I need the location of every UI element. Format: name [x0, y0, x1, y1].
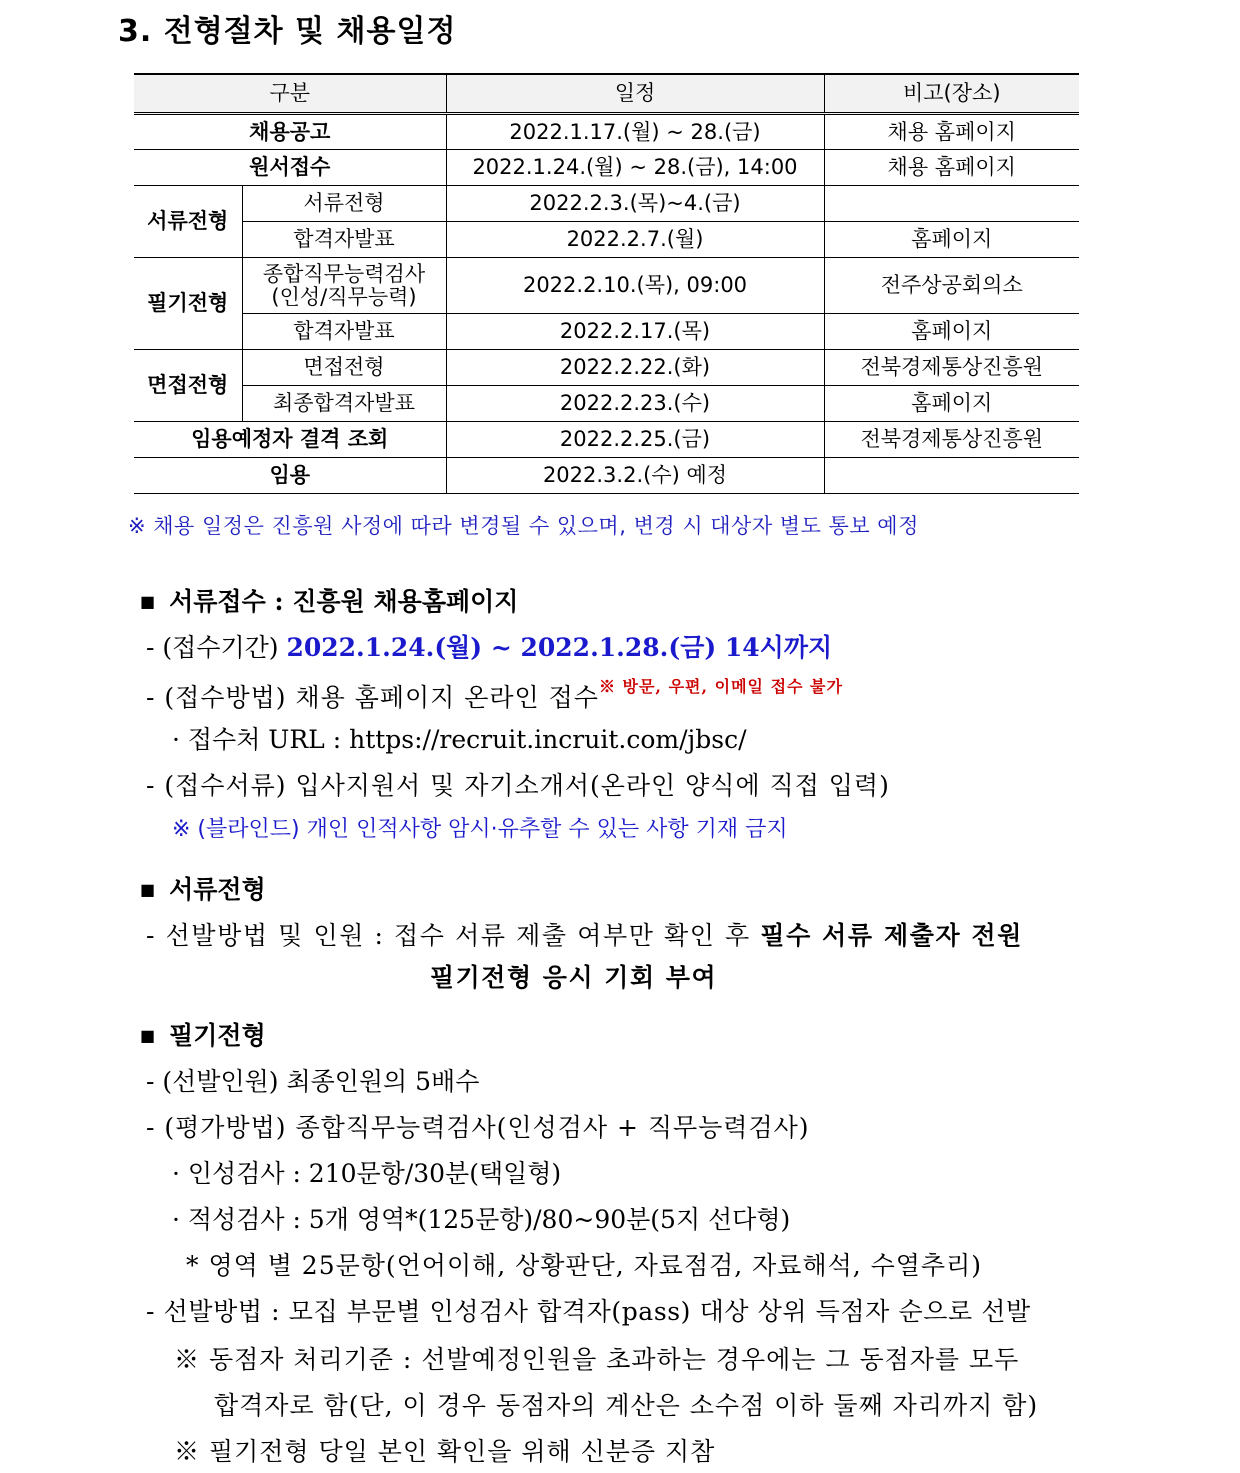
row-sublabel	[242, 258, 446, 314]
doc-line: - (평가방법) 종합직무능력검사(인성검사 + 직무능력검사)	[146, 1113, 810, 1142]
header-note: 비고(장소)	[824, 74, 1079, 114]
submission-url-line: · 접수처 URL : https://recruit.incruit.com/jbsc/	[172, 725, 747, 754]
section-title: 3. 전형절차 및 채용일정	[118, 14, 457, 49]
section-document-screening	[140, 870, 266, 906]
table-row	[134, 114, 1079, 150]
row-label: 임용예정자 결격 조회	[134, 422, 446, 458]
row-date: 2022.2.10.(목), 09:00	[446, 258, 824, 314]
row-date: 2022.2.3.(목)~4.(금)	[446, 186, 824, 222]
blind-note: ※ (블라인드) 개인 인적사항 암시·유추할 수 있는 사항 기재 금지	[172, 817, 788, 842]
doc-line-emphasis: 필기전형 응시 기회 부여	[430, 963, 718, 992]
doc-line	[146, 916, 1023, 952]
header-category: 구분	[134, 74, 446, 114]
line-text: - (접수방법) 채용 홈페이지 온라인 접수	[146, 683, 599, 712]
doc-line: · 적성검사 : 5개 영역*(125문항)/80~90분(5지 선다형)	[172, 1205, 791, 1234]
doc-line: · 인성검사 : 210문항/30분(택일형)	[172, 1159, 562, 1188]
row-sublabel-line2: (인성/직무능력)	[271, 284, 417, 309]
square-bullet-icon: ■	[140, 880, 156, 899]
table-row	[134, 150, 1079, 186]
row-sublabel: 서류전형	[242, 186, 446, 222]
submission-restriction-note: ※ 방문, 우편, 이메일 접수 불가	[598, 677, 843, 696]
row-note: 전북경제통상진흥원	[824, 350, 1079, 386]
row-date: 2022.1.24.(월) ~ 28.(금), 14:00	[446, 150, 824, 186]
schedule-table	[134, 73, 1079, 494]
row-sublabel: 합격자발표	[242, 222, 446, 258]
table-row	[134, 222, 1079, 258]
row-label: 원서접수	[134, 150, 446, 186]
table-row	[134, 186, 1079, 222]
row-note: 채용 홈페이지	[824, 150, 1079, 186]
table-row	[134, 422, 1079, 458]
doc-line	[146, 674, 843, 714]
doc-line: - (선발인원) 최종인원의 5배수	[146, 1067, 480, 1096]
square-bullet-icon: ■	[140, 592, 156, 611]
row-note	[824, 186, 1079, 222]
row-date: 2022.1.17.(월) ~ 28.(금)	[446, 114, 824, 150]
section-heading: 서류전형	[169, 875, 266, 904]
row-label: 임용	[134, 458, 446, 494]
section-heading: 서류접수 : 진흥원 채용홈페이지	[169, 587, 519, 616]
line-prefix: - 선발방법 및 인원 : 접수 서류 제출 여부만 확인 후	[146, 921, 761, 950]
row-sublabel: 최종합격자발표	[242, 386, 446, 422]
row-label: 채용공고	[134, 114, 446, 150]
row-date: 2022.2.22.(화)	[446, 350, 824, 386]
table-header-row	[134, 74, 1079, 114]
table-row	[134, 350, 1079, 386]
row-note: 홈페이지	[824, 222, 1079, 258]
row-date: 2022.2.7.(월)	[446, 222, 824, 258]
row-note	[824, 458, 1079, 494]
row-date: 2022.2.25.(금)	[446, 422, 824, 458]
line-prefix: - (접수기간)	[146, 633, 287, 662]
table-row	[134, 386, 1079, 422]
section-document-submission	[140, 582, 518, 618]
line-emphasis: 필수 서류 제출자 전원	[760, 921, 1024, 950]
header-schedule: 일정	[446, 74, 824, 114]
doc-line: ※ 필기전형 당일 본인 확인을 위해 신분증 지참	[174, 1437, 716, 1466]
table-row	[134, 458, 1079, 494]
doc-line: * 영역 별 25문항(언어이해, 상황판단, 자료점검, 자료해석, 수열추리)	[186, 1251, 982, 1280]
row-sublabel-line1: 종합직무능력검사	[262, 262, 426, 287]
section-written-test	[140, 1016, 266, 1052]
row-date: 2022.2.17.(목)	[446, 314, 824, 350]
row-note: 채용 홈페이지	[824, 114, 1079, 150]
group-label: 필기전형	[134, 258, 242, 350]
row-note: 홈페이지	[824, 386, 1079, 422]
doc-line: ※ 동점자 처리기준 : 선발예정인원을 초과하는 경우에는 그 동점자를 모두	[174, 1345, 1020, 1374]
row-sublabel: 면접전형	[242, 350, 446, 386]
section-heading: 필기전형	[169, 1021, 266, 1050]
submission-period: 2022.1.24.(월) ~ 2022.1.28.(금) 14시까지	[286, 633, 833, 662]
table-row	[134, 258, 1079, 314]
schedule-change-note: ※ 채용 일정은 진흥원 사정에 따라 변경될 수 있으며, 변경 시 대상자 별도 통보 예정	[128, 514, 919, 538]
doc-line: - (접수서류) 입사지원서 및 자기소개서(온라인 양식에 직접 입력)	[146, 771, 890, 800]
doc-line	[146, 628, 832, 664]
row-note: 전북경제통상진흥원	[824, 422, 1079, 458]
group-label: 면접전형	[134, 350, 242, 422]
doc-line: 합격자로 함(단, 이 경우 동점자의 계산은 소수점 이하 둘째 자리까지 함)	[214, 1391, 1039, 1420]
row-note: 홈페이지	[824, 314, 1079, 350]
row-sublabel: 합격자발표	[242, 314, 446, 350]
group-label: 서류전형	[134, 186, 242, 258]
doc-line: - 선발방법 : 모집 부문별 인성검사 합격자(pass) 대상 상위 득점자 순으로 선발	[146, 1297, 1031, 1326]
square-bullet-icon: ■	[140, 1026, 156, 1045]
row-note: 전주상공회의소	[824, 258, 1079, 314]
doc-line	[172, 720, 747, 756]
table-row	[134, 314, 1079, 350]
row-date: 2022.2.23.(수)	[446, 386, 824, 422]
row-date: 2022.3.2.(수) 예정	[446, 458, 824, 494]
